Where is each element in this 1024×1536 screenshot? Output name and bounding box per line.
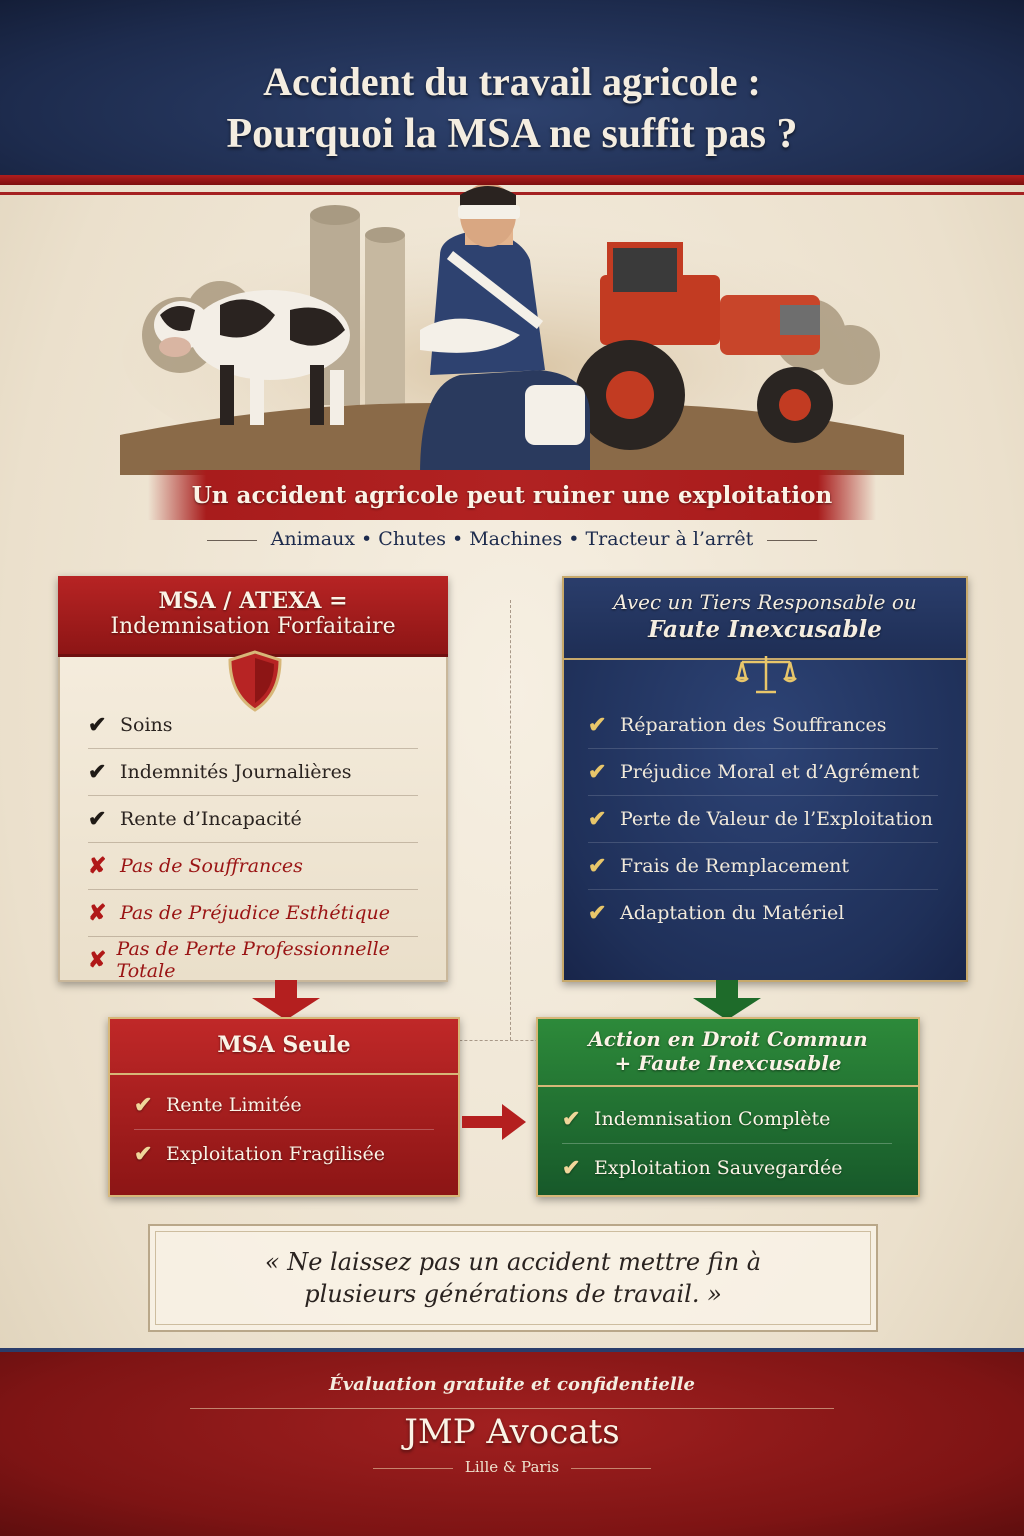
msa-seule-box bbox=[108, 1017, 460, 1197]
list-item bbox=[588, 702, 938, 749]
list-item bbox=[88, 937, 418, 983]
brand-name: JMP Avocats bbox=[404, 1412, 620, 1452]
rente-limitee: Rente Limitée bbox=[166, 1094, 302, 1116]
list-item bbox=[562, 1144, 892, 1192]
check-icon: ✔ bbox=[562, 1106, 581, 1132]
list-item bbox=[588, 843, 938, 890]
check-icon: ✔ bbox=[88, 759, 107, 785]
droit-commun-list bbox=[562, 1095, 892, 1192]
list-item bbox=[588, 749, 938, 796]
reparation-souffrances: Réparation des Souffrances bbox=[620, 714, 887, 736]
cross-icon: ✘ bbox=[88, 947, 107, 973]
droit-commun-title bbox=[538, 1027, 918, 1087]
title-msa-ne-suffit-pas: MSA ne suffit pas ? bbox=[447, 111, 798, 157]
check-icon: ✔ bbox=[134, 1141, 153, 1167]
cross-icon: ✘ bbox=[88, 853, 107, 879]
tagline-text: Animaux • Chutes • Machines • Tracteur à l’arrêt bbox=[270, 528, 754, 550]
vertical-divider bbox=[510, 600, 511, 1040]
accident-types-tagline bbox=[0, 528, 1024, 550]
list-item bbox=[88, 890, 418, 937]
exploitation-sauvegardee: Exploitation Sauvegardée bbox=[594, 1157, 843, 1179]
footer bbox=[0, 1352, 1024, 1536]
exclusion-souffrances: Pas de Souffrances bbox=[120, 855, 303, 877]
msa-panel-title: MSA / ATEXA = bbox=[158, 588, 348, 614]
check-icon: ✔ bbox=[134, 1092, 153, 1118]
title-line-2 bbox=[0, 110, 1024, 158]
msa-seule-list bbox=[134, 1081, 434, 1178]
arrow-down-red-stem bbox=[275, 980, 297, 1000]
exclusion-perte-pro: Pas de Perte Professionnelle Totale bbox=[116, 938, 390, 982]
tiers-panel-header bbox=[564, 578, 966, 660]
check-icon: ✔ bbox=[588, 806, 607, 832]
check-icon: ✔ bbox=[588, 853, 607, 879]
check-icon: ✔ bbox=[588, 900, 607, 926]
tiers-panel bbox=[562, 576, 968, 982]
droit-commun-title-line1: Action en Droit Commun bbox=[588, 1027, 868, 1051]
header bbox=[0, 0, 1024, 185]
title-pourquoi: Pourquoi la bbox=[226, 111, 448, 157]
msa-panel-subtitle: Indemnisation Forfaitaire bbox=[110, 614, 396, 639]
quote-box bbox=[148, 1224, 878, 1332]
indemnisation-complete: Indemnisation Complète bbox=[594, 1108, 831, 1130]
msa-coverage-list bbox=[88, 702, 418, 983]
tiers-panel-subtitle: Faute Inexcusable bbox=[648, 616, 882, 643]
quote-text: « Ne laissez pas un accident mettre fin à plusieurs générations de travail. » bbox=[264, 1248, 762, 1308]
list-item bbox=[562, 1095, 892, 1144]
check-icon: ✔ bbox=[88, 806, 107, 832]
list-item bbox=[134, 1081, 434, 1130]
msa-seule-title: MSA Seule bbox=[110, 1029, 458, 1075]
list-item bbox=[134, 1130, 434, 1178]
check-icon: ✔ bbox=[588, 712, 607, 738]
check-icon: ✔ bbox=[562, 1155, 581, 1181]
list-item bbox=[88, 796, 418, 843]
title-travail-agricole: du travail agricole : bbox=[414, 59, 761, 104]
banner-text: Un accident agricole peut ruiner une exploitation bbox=[191, 481, 833, 509]
title-accident: Accident bbox=[263, 59, 415, 104]
exclusion-esthetique: Pas de Préjudice Esthétique bbox=[120, 902, 390, 924]
arrow-right-icon bbox=[462, 1102, 528, 1142]
msa-panel bbox=[58, 576, 448, 982]
footer-cities-text: Lille & Paris bbox=[464, 1458, 560, 1476]
farm-accident-illustration bbox=[120, 185, 904, 475]
tiers-coverage-list bbox=[588, 702, 938, 936]
coverage-indemnites: Indemnités Journalières bbox=[120, 761, 352, 783]
check-icon: ✔ bbox=[88, 712, 107, 738]
perte-valeur: Perte de Valeur de l’Exploitation bbox=[620, 808, 933, 830]
list-item bbox=[588, 796, 938, 843]
prejudice-moral: Préjudice Moral et d’Agrément bbox=[620, 761, 920, 783]
ruin-banner bbox=[148, 470, 876, 520]
footer-subtitle: Évaluation gratuite et confidentielle bbox=[329, 1374, 695, 1395]
coverage-soins: Soins bbox=[120, 714, 173, 736]
list-item bbox=[88, 843, 418, 890]
list-item bbox=[88, 749, 418, 796]
exploitation-fragilisee: Exploitation Fragilisée bbox=[166, 1143, 385, 1165]
droit-commun-title-line2: + Faute Inexcusable bbox=[614, 1051, 842, 1075]
adaptation-materiel: Adaptation du Matériel bbox=[620, 902, 845, 924]
scales-of-justice-icon bbox=[734, 652, 798, 696]
coverage-rente: Rente d’Incapacité bbox=[120, 808, 302, 830]
tiers-panel-title: Avec un Tiers Responsable ou bbox=[613, 590, 917, 614]
footer-divider bbox=[190, 1408, 834, 1409]
list-item bbox=[88, 702, 418, 749]
droit-commun-box bbox=[536, 1017, 920, 1197]
list-item bbox=[588, 890, 938, 936]
title-line-1 bbox=[0, 58, 1024, 105]
check-icon: ✔ bbox=[588, 759, 607, 785]
msa-panel-header bbox=[58, 576, 448, 657]
cross-icon: ✘ bbox=[88, 900, 107, 926]
frais-remplacement: Frais de Remplacement bbox=[620, 855, 850, 877]
footer-cities bbox=[0, 1458, 1024, 1476]
arrow-down-green-stem bbox=[716, 980, 738, 1000]
